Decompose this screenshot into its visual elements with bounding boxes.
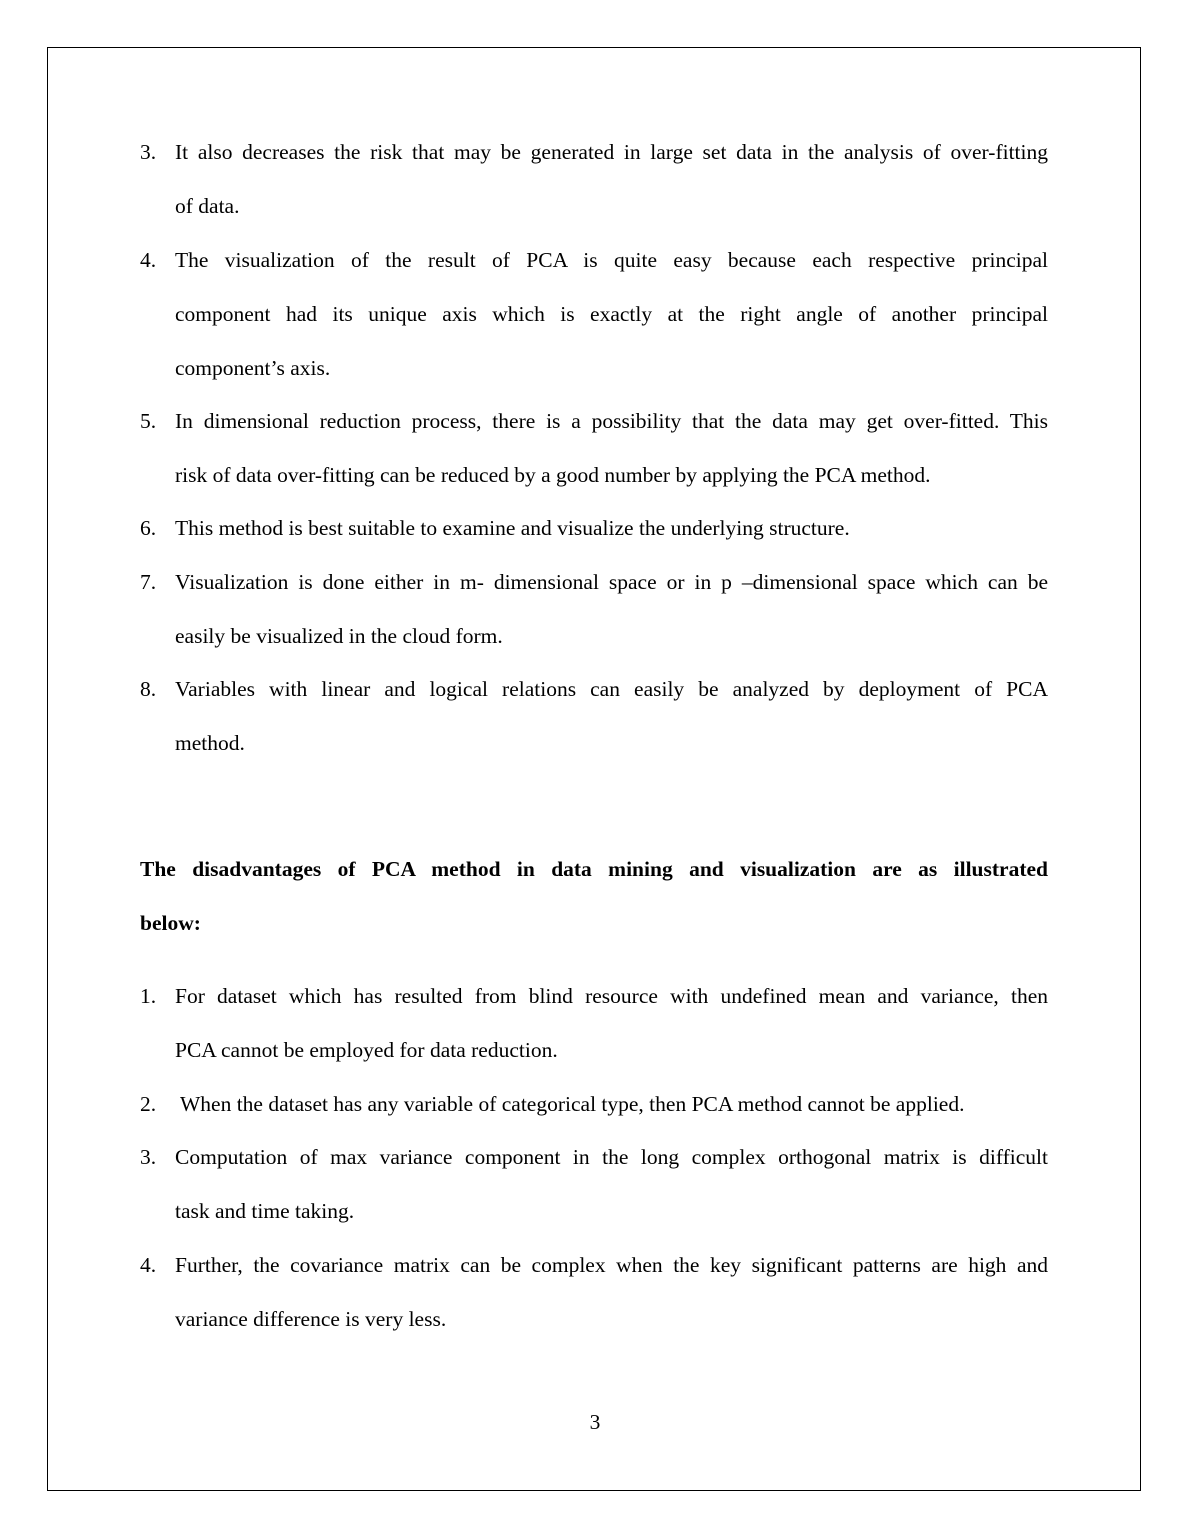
list-number: 3.: [140, 1145, 157, 1169]
list-text-line: PCA cannot be employed for data reduction.: [175, 1038, 558, 1062]
list-text-line: This method is best suitable to examine and visualize the underlying structure.: [175, 516, 850, 540]
heading-line: The disadvantages of PCA method in data mining and visualization are as illustrated: [140, 857, 1048, 881]
list-text-line: task and time taking.: [175, 1199, 355, 1223]
list-text-line: It also decreases the risk that may be generated in large set data in the analysis of over-fitting: [175, 140, 1048, 164]
list-text-line: Further, the covariance matrix can be complex when the key significant patterns are high and: [175, 1253, 1048, 1277]
list-text-line: variance difference is very less.: [175, 1307, 447, 1331]
list-text-line: risk of data over-fitting can be reduced by a good number by applying the PCA method.: [175, 463, 931, 487]
list-number: 3.: [140, 140, 157, 164]
heading-line: below:: [140, 911, 201, 935]
list-text-line: Visualization is done either in m- dimensional space or in p –dimensional space which can be: [175, 570, 1048, 594]
list-text-line: The visualization of the result of PCA is quite easy because each respective principal: [175, 248, 1048, 272]
list-text-line: When the dataset has any variable of categorical type, then PCA method cannot be applied.: [175, 1092, 965, 1116]
list-number: 1.: [140, 984, 157, 1008]
page-number: 3: [589, 1410, 601, 1434]
list-text-line: of data.: [175, 194, 240, 218]
list-text-line: component’s axis.: [175, 356, 331, 380]
list-text-line: easily be visualized in the cloud form.: [175, 624, 503, 648]
list-text-line: method.: [175, 731, 245, 755]
list-text-line: In dimensional reduction process, there is a possibility that the data may get over-fitted. This: [175, 409, 1048, 433]
list-text-line: component had its unique axis which is exactly at the right angle of another principal: [175, 302, 1048, 326]
list-number: 4.: [140, 1253, 157, 1277]
list-number: 4.: [140, 248, 157, 272]
list-number: 2.: [140, 1092, 157, 1116]
list-text-line: Variables with linear and logical relations can easily be analyzed by deployment of PCA: [175, 677, 1048, 701]
list-number: 5.: [140, 409, 157, 433]
list-number: 6.: [140, 516, 157, 540]
list-text-line: For dataset which has resulted from blind resource with undefined mean and variance, then: [175, 984, 1048, 1008]
list-number: 8.: [140, 677, 157, 701]
list-number: 7.: [140, 570, 157, 594]
list-text-line: Computation of max variance component in the long complex orthogonal matrix is difficult: [175, 1145, 1048, 1169]
